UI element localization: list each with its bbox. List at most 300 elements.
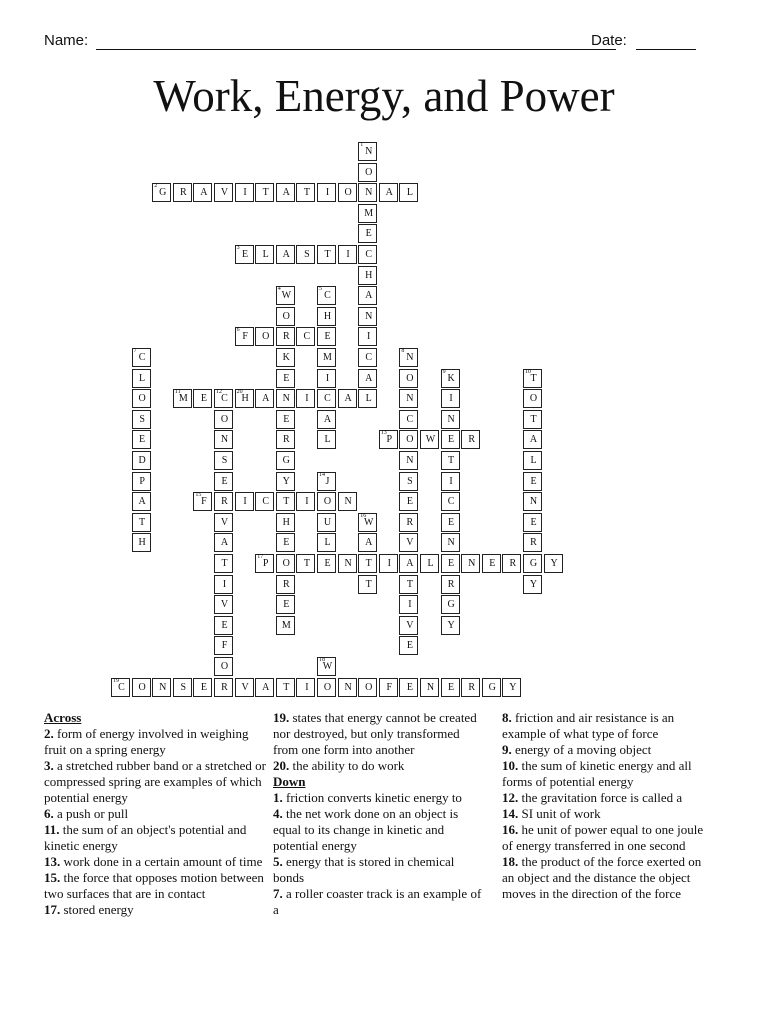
cell-letter: W (363, 516, 374, 528)
grid-cell[interactable] (214, 575, 233, 594)
grid-cell[interactable] (399, 389, 418, 408)
grid-cell[interactable] (317, 183, 336, 202)
grid-cell[interactable] (276, 472, 295, 491)
grid-cell[interactable] (214, 389, 233, 408)
grid-cell[interactable] (379, 430, 398, 449)
grid-cell[interactable] (317, 307, 336, 326)
grid-cell[interactable] (317, 513, 336, 532)
grid-cell[interactable] (358, 513, 377, 532)
cell-number: 4 (277, 286, 281, 293)
clue-down-9: 9. energy of a moving object (502, 742, 652, 757)
grid-cell[interactable] (173, 183, 192, 202)
name-label: Name: (44, 32, 89, 49)
grid-cell[interactable] (276, 533, 295, 552)
grid-cell[interactable] (214, 533, 233, 552)
cell-letter: L (324, 537, 331, 549)
cell-letter: V (406, 537, 414, 549)
clue-down-7: 7. a roller coaster track is an example of a (273, 886, 482, 917)
grid-cell[interactable] (276, 327, 295, 346)
grid-cell[interactable] (132, 430, 151, 449)
grid-cell[interactable] (317, 492, 336, 511)
cell-letter: I (325, 372, 330, 384)
grid-cell[interactable] (379, 183, 398, 202)
cell-letter: F (221, 640, 228, 652)
grid-cell[interactable] (358, 678, 377, 697)
cell-letter: E (406, 640, 413, 652)
grid-cell[interactable] (420, 678, 439, 697)
grid-cell[interactable] (338, 183, 357, 202)
grid-cell[interactable] (399, 636, 418, 655)
grid-cell[interactable] (420, 430, 439, 449)
cell-letter: N (365, 146, 373, 157)
cell-letter: A (365, 537, 373, 549)
cell-letter: A (262, 681, 270, 693)
grid-cell[interactable] (132, 533, 151, 552)
grid-cell[interactable] (544, 554, 563, 573)
grid-cell[interactable] (276, 492, 295, 511)
grid-cell[interactable] (276, 595, 295, 614)
grid-cell[interactable] (235, 492, 254, 511)
grid-cell[interactable] (379, 678, 398, 697)
grid-cell[interactable] (296, 678, 315, 697)
grid-cell[interactable] (152, 183, 171, 202)
grid-cell[interactable] (317, 533, 336, 552)
grid-cell[interactable] (358, 554, 377, 573)
grid-cell[interactable] (441, 472, 460, 491)
grid-cell[interactable] (276, 389, 295, 408)
grid-cell[interactable] (193, 678, 212, 697)
grid-cell[interactable] (255, 245, 274, 264)
grid-cell[interactable] (399, 533, 418, 552)
grid-cell[interactable] (523, 492, 542, 511)
grid-cell[interactable] (214, 472, 233, 491)
grid-cell[interactable] (441, 492, 460, 511)
grid-cell[interactable] (441, 595, 460, 614)
cell-letter: Y (447, 619, 455, 631)
cell-letter: H (365, 269, 373, 281)
cell-letter: A (282, 187, 290, 199)
grid-cell[interactable] (214, 513, 233, 532)
grid-cell[interactable] (399, 554, 418, 573)
cell-letter: T (530, 372, 537, 384)
grid-cell[interactable] (523, 451, 542, 470)
grid-cell[interactable] (523, 389, 542, 408)
cell-letter: C (221, 393, 228, 405)
grid-cell[interactable] (399, 430, 418, 449)
grid-cell[interactable] (276, 348, 295, 367)
grid-cell[interactable] (276, 410, 295, 429)
grid-cell[interactable] (317, 286, 336, 305)
cell-letter: S (221, 455, 228, 466)
page-title: Work, Energy, and Power (153, 71, 615, 121)
grid-cell[interactable] (255, 389, 274, 408)
cell-letter: F (242, 331, 248, 343)
cell-letter: R (221, 496, 228, 508)
grid-cell[interactable] (399, 183, 418, 202)
grid-cell[interactable] (358, 307, 377, 326)
across-heading: Across (44, 710, 82, 725)
cell-number: 10 (525, 368, 531, 375)
grid-cell[interactable] (235, 245, 254, 264)
cell-number: 11 (174, 389, 181, 396)
cell-number: 8 (401, 348, 405, 354)
grid-cell[interactable] (255, 492, 274, 511)
grid-cell[interactable] (276, 451, 295, 470)
grid-cell[interactable] (523, 369, 542, 388)
grid-cell[interactable] (358, 286, 377, 305)
cell-letter: O (138, 681, 146, 693)
grid-cell[interactable] (399, 595, 418, 614)
cell-letter: K (282, 352, 290, 363)
grid-cell[interactable] (338, 245, 357, 264)
grid-cell[interactable] (235, 389, 254, 408)
grid-cell[interactable] (317, 410, 336, 429)
grid-cell[interactable] (173, 389, 192, 408)
cell-letter: R (282, 578, 290, 590)
grid-cell[interactable] (317, 369, 336, 388)
cell-letter: T (139, 516, 146, 528)
cell-letter: E (139, 434, 146, 446)
grid-cell[interactable] (317, 389, 336, 408)
grid-cell[interactable] (317, 327, 336, 346)
grid-cell[interactable] (399, 492, 418, 511)
grid-cell[interactable] (317, 430, 336, 449)
grid-cell[interactable] (399, 410, 418, 429)
grid-cell[interactable] (399, 472, 418, 491)
cell-letter: T (303, 558, 310, 569)
grid-cell[interactable] (276, 286, 295, 305)
across-clues-a (44, 726, 266, 918)
cell-letter: A (200, 187, 208, 199)
clue-across-13: 13. work done in a certain amount of time (44, 854, 263, 869)
cell-letter: N (406, 455, 414, 466)
grid-cell[interactable] (441, 410, 460, 429)
grid-cell[interactable] (358, 163, 377, 182)
cell-letter: I (243, 496, 247, 508)
cell-letter: A (138, 496, 146, 508)
grid-cell[interactable] (152, 678, 171, 697)
grid-cell[interactable] (441, 575, 460, 594)
grid-cell[interactable] (502, 678, 521, 697)
grid-cell[interactable] (235, 327, 254, 346)
cell-letter: E (200, 681, 207, 693)
cell-letter: T (365, 578, 372, 590)
clue-across-15: 15. the force that opposes motion between two surfaces that are in contact (44, 870, 264, 901)
grid-cell[interactable] (441, 616, 460, 635)
cell-letter: A (262, 393, 270, 405)
grid-cell[interactable] (276, 554, 295, 573)
grid-cell[interactable] (255, 327, 274, 346)
cell-letter: O (282, 310, 290, 322)
grid-cell[interactable] (317, 348, 336, 367)
grid-cell[interactable] (132, 513, 151, 532)
cell-letter: O (282, 558, 290, 569)
cell-letter: L (139, 372, 146, 384)
clue-down-5: 5. energy that is stored in chemical bonds (273, 854, 455, 885)
cell-letter: E (324, 331, 331, 343)
grid-cell[interactable] (193, 492, 212, 511)
grid-cell[interactable] (441, 554, 460, 573)
grid-cell[interactable] (338, 554, 357, 573)
cell-letter: O (365, 681, 373, 693)
cell-letter: E (365, 228, 372, 240)
cell-letter: A (220, 537, 229, 549)
grid-cell[interactable] (461, 430, 480, 449)
cell-letter: E (221, 475, 228, 487)
cell-letter: E (448, 558, 455, 569)
grid-cell[interactable] (173, 678, 192, 697)
cell-letter: R (530, 537, 537, 549)
grid-cell[interactable] (358, 348, 377, 367)
cell-letter: Y (509, 681, 517, 693)
clue-down-18: 18. the product of the force exerted on an object and the distance the object moves in the direction of the force (502, 854, 702, 901)
grid-cell[interactable] (214, 636, 233, 655)
grid-cell[interactable] (399, 369, 418, 388)
clue-down-4: 4. the net work done on an object is equal to its change in kinetic and potential energy (273, 806, 459, 853)
down-heading: Down (273, 774, 306, 789)
cell-letter: G (282, 455, 290, 466)
cell-letter: I (305, 393, 309, 405)
cell-letter: O (406, 434, 414, 446)
grid-cell[interactable] (132, 678, 151, 697)
cell-letter: E (489, 558, 496, 569)
cell-letter: E (221, 619, 228, 631)
grid-cell[interactable] (296, 245, 315, 264)
grid-cell[interactable] (358, 224, 377, 243)
grid-cell[interactable] (441, 678, 460, 697)
cell-letter: N (406, 352, 414, 363)
clue-across-17: 17. stored energy (44, 902, 134, 917)
grid-cell[interactable] (338, 678, 357, 697)
cell-letter: S (407, 475, 413, 487)
grid-cell[interactable] (214, 678, 233, 697)
grid-cell[interactable] (317, 472, 336, 491)
grid-cell[interactable] (523, 410, 542, 429)
cell-letter: S (139, 413, 145, 425)
grid-cell[interactable] (482, 678, 501, 697)
grid-cell[interactable] (523, 554, 542, 573)
cell-letter: A (282, 249, 290, 260)
grid-cell[interactable] (111, 678, 130, 697)
cell-number: 18 (319, 657, 325, 663)
grid-cell[interactable] (317, 554, 336, 573)
grid-cell[interactable] (132, 369, 151, 388)
grid-cell[interactable] (214, 657, 233, 676)
cell-letter: D (138, 455, 146, 466)
grid-cell[interactable] (132, 472, 151, 491)
grid-cell[interactable] (235, 183, 254, 202)
grid-cell[interactable] (420, 554, 439, 573)
grid-cell[interactable] (399, 451, 418, 470)
grid-cell[interactable] (276, 616, 295, 635)
grid-cell[interactable] (132, 451, 151, 470)
grid-cell[interactable] (276, 307, 295, 326)
grid-cell[interactable] (193, 183, 212, 202)
cell-letter: N (365, 310, 373, 322)
cell-letter: C (262, 496, 270, 508)
grid-cell[interactable] (523, 575, 542, 594)
grid-cell[interactable] (358, 204, 377, 223)
grid-cell[interactable] (214, 451, 233, 470)
cell-letter: E (448, 681, 455, 693)
grid-cell[interactable] (399, 575, 418, 594)
grid-cell[interactable] (296, 554, 315, 573)
clue-across-6: 6. a push or pull (44, 806, 129, 821)
cell-letter: L (406, 187, 413, 199)
grid-cell[interactable] (441, 389, 460, 408)
grid-cell[interactable] (255, 678, 274, 697)
cell-number: 17 (257, 554, 264, 560)
grid-cell[interactable] (214, 554, 233, 573)
cell-letter: P (262, 558, 269, 569)
cell-letter: Y (550, 558, 558, 569)
grid-cell[interactable] (317, 657, 336, 676)
grid-cell[interactable] (235, 678, 254, 697)
grid-cell[interactable] (358, 266, 377, 285)
grid-cell[interactable] (214, 492, 233, 511)
cell-letter: I (305, 496, 309, 508)
grid-cell[interactable] (296, 327, 315, 346)
grid-cell[interactable] (296, 389, 315, 408)
cell-letter: C (118, 681, 125, 693)
clue-across-19: 19. states that energy cannot be created nor destroyed, but only transformed from one form into another (273, 710, 477, 757)
cell-letter: N (159, 681, 167, 693)
cell-number: 9 (442, 368, 446, 375)
grid-cell[interactable] (276, 678, 295, 697)
grid-cell[interactable] (358, 142, 377, 161)
grid-cell[interactable] (296, 183, 315, 202)
grid-cell[interactable] (132, 410, 151, 429)
cell-letter: P (386, 434, 393, 446)
cell-letter: O (220, 661, 229, 672)
grid-cell[interactable] (276, 183, 295, 202)
grid-cell[interactable] (255, 183, 274, 202)
grid-cell[interactable] (338, 389, 357, 408)
grid-cell[interactable] (523, 430, 542, 449)
cell-number: 1 (360, 142, 364, 148)
cell-letter: T (303, 187, 310, 199)
cell-letter: H (241, 393, 249, 405)
grid-cell[interactable] (358, 369, 377, 388)
grid-cell[interactable] (317, 678, 336, 697)
grid-cell[interactable] (358, 245, 377, 264)
cell-letter: V (241, 681, 249, 693)
grid-cell[interactable] (358, 389, 377, 408)
grid-cell[interactable] (255, 554, 274, 573)
grid-cell[interactable] (276, 513, 295, 532)
cell-letter: G (447, 599, 455, 611)
cell-letter: I (222, 578, 227, 590)
cell-letter: H (138, 537, 146, 549)
clue-down-16: 16. he unit of power equal to one joule of energy transferred in one second (502, 822, 704, 853)
cell-letter: O (138, 393, 146, 405)
cell-number: 13 (380, 430, 387, 437)
grid-cell[interactable] (276, 369, 295, 388)
grid-cell[interactable] (399, 348, 418, 367)
grid-cell[interactable] (193, 389, 212, 408)
grid-cell[interactable] (358, 183, 377, 202)
grid-cell[interactable] (214, 430, 233, 449)
grid-cell[interactable] (379, 554, 398, 573)
grid-cell[interactable] (441, 369, 460, 388)
grid-cell[interactable] (296, 492, 315, 511)
grid-cell[interactable] (523, 513, 542, 532)
cell-letter: E (530, 516, 537, 528)
grid-cell[interactable] (502, 554, 521, 573)
clue-down-8: 8. friction and air resistance is an example of what type of force (502, 710, 675, 741)
cell-letter: L (427, 558, 434, 569)
cell-letter: P (139, 475, 145, 487)
cell-letter: I (449, 475, 453, 487)
grid-cell[interactable] (358, 533, 377, 552)
grid-cell[interactable] (276, 245, 295, 264)
cell-letter: A (385, 187, 393, 199)
cell-letter: O (220, 413, 229, 425)
grid-cell[interactable] (214, 410, 233, 429)
cell-letter: N (447, 537, 455, 549)
clue-across-3: 3. a stretched rubber band or a stretched or compressed spring are examples of which potential energy (44, 758, 266, 805)
grid-cell[interactable] (358, 327, 377, 346)
grid-cell[interactable] (132, 492, 151, 511)
cell-letter: E (530, 475, 537, 487)
cell-letter: I (408, 599, 412, 611)
grid-cell[interactable] (214, 616, 233, 635)
grid-cell[interactable] (317, 245, 336, 264)
grid-cell[interactable] (399, 678, 418, 697)
grid-cell[interactable] (132, 389, 151, 408)
grid-cell[interactable] (441, 513, 460, 532)
cell-letter: G (488, 681, 496, 693)
cell-number: 15 (195, 492, 202, 499)
cell-letter: C (365, 352, 373, 363)
grid-cell[interactable] (132, 348, 151, 367)
cell-letter: N (344, 496, 352, 508)
grid-cell[interactable] (523, 472, 542, 491)
cell-letter: E (283, 537, 290, 549)
grid-cell[interactable] (461, 678, 480, 697)
cell-letter: I (367, 331, 371, 343)
grid-cell[interactable] (399, 513, 418, 532)
cell-letter: K (447, 372, 455, 384)
cell-letter: O (323, 681, 332, 693)
grid-cell[interactable] (276, 430, 295, 449)
grid-cell[interactable] (338, 492, 357, 511)
grid-cell[interactable] (399, 616, 418, 635)
grid-cell[interactable] (441, 430, 460, 449)
clue-across-20: 20. the ability to do work (273, 758, 405, 773)
cell-letter: S (304, 249, 310, 260)
grid-cell[interactable] (441, 451, 460, 470)
cell-letter: E (283, 413, 290, 425)
grid-cell[interactable] (523, 533, 542, 552)
grid-cell[interactable] (441, 533, 460, 552)
grid-cell[interactable] (276, 575, 295, 594)
cell-letter: H (323, 310, 332, 322)
cell-letter: W (425, 434, 436, 446)
cell-letter: R (509, 558, 517, 569)
cell-letter: E (406, 496, 413, 508)
cell-letter: N (447, 413, 455, 425)
grid-cell[interactable] (214, 595, 233, 614)
grid-cell[interactable] (482, 554, 501, 573)
cell-letter: T (365, 558, 372, 569)
grid-cell[interactable] (358, 575, 377, 594)
cell-letter: I (387, 558, 391, 569)
grid-cell[interactable] (461, 554, 480, 573)
cell-letter: O (406, 372, 414, 384)
cell-letter: G (159, 187, 167, 199)
grid-cell[interactable] (214, 183, 233, 202)
